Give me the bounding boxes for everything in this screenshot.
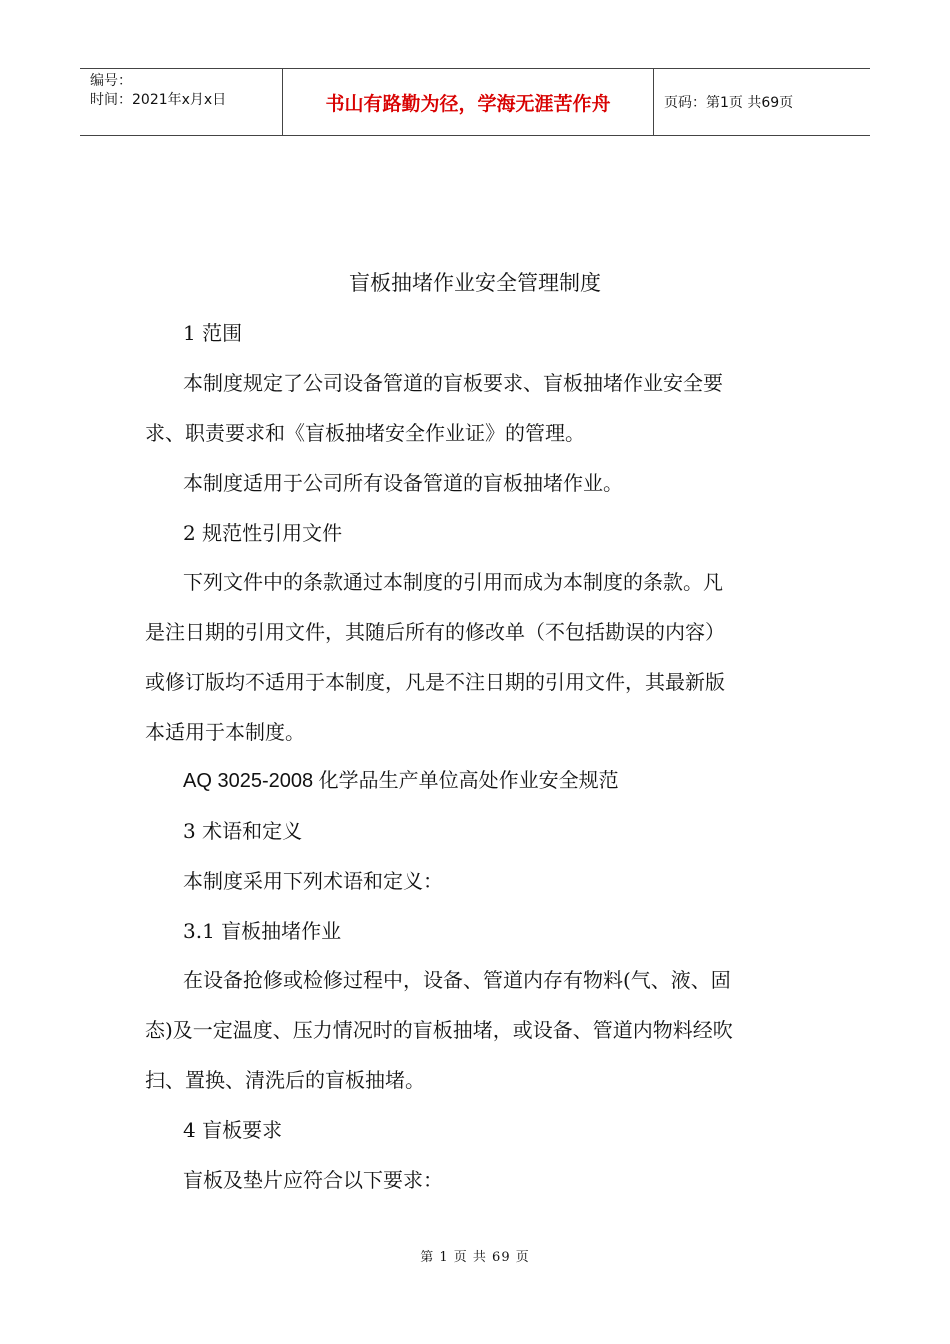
section-heading-terms: 3 术语和定义 — [183, 819, 303, 843]
header-table — [80, 68, 870, 136]
section-heading-scope: 1 范围 — [183, 321, 243, 345]
body-line: 本制度规定了公司设备管道的盲板要求、盲板抽堵作业安全要 — [183, 371, 723, 395]
document-date-label: 时间：2021年x月x日 — [90, 92, 227, 108]
body-line: 本适用于本制度。 — [145, 720, 305, 744]
body-line: 盲板及垫片应符合以下要求： — [183, 1168, 443, 1192]
body-line: 下列文件中的条款通过本制度的引用而成为本制度的条款。凡 — [183, 570, 723, 594]
body-line: 是注日期的引用文件，其随后所有的修改单（不包括勘误的内容） — [145, 620, 725, 644]
body-line: 本制度适用于公司所有设备管道的盲板抽堵作业。 — [183, 471, 623, 495]
body-line: 求、职责要求和《盲板抽堵安全作业证》的管理。 — [145, 421, 585, 445]
header-meta-cell — [80, 69, 282, 135]
header-motto-cell — [282, 69, 654, 135]
body-line: 或修订版均不适用于本制度，凡是不注日期的引用文件，其最新版 — [145, 670, 725, 694]
body-line: 态)及一定温度、压力情况时的盲板抽堵，或设备、管道内物料经吹 — [145, 1018, 733, 1042]
body-line: 在设备抢修或检修过程中，设备、管道内存有物料(气、液、固 — [183, 968, 731, 992]
document-number-label: 编号： — [90, 73, 132, 89]
section-heading-references: 2 规范性引用文件 — [183, 521, 343, 545]
subsection-heading: 3.1 盲板抽堵作业 — [183, 919, 342, 943]
reference-standard: AQ 3025-2008 化学品生产单位高处作业安全规范 — [183, 770, 619, 792]
page-footer: 第 1 页 共 69 页 — [420, 1250, 530, 1265]
body-line: 本制度采用下列术语和定义： — [183, 869, 443, 893]
header-page-cell — [654, 69, 870, 135]
header-motto: 书山有路勤为径，学海无涯苦作舟 — [325, 92, 611, 115]
document-title: 盲板抽堵作业安全管理制度 — [349, 271, 601, 295]
header-page-info: 页码：第1页 共69页 — [664, 95, 794, 111]
section-heading-blind-plate: 4 盲板要求 — [183, 1118, 283, 1142]
body-line: 扫、置换、清洗后的盲板抽堵。 — [145, 1068, 425, 1092]
